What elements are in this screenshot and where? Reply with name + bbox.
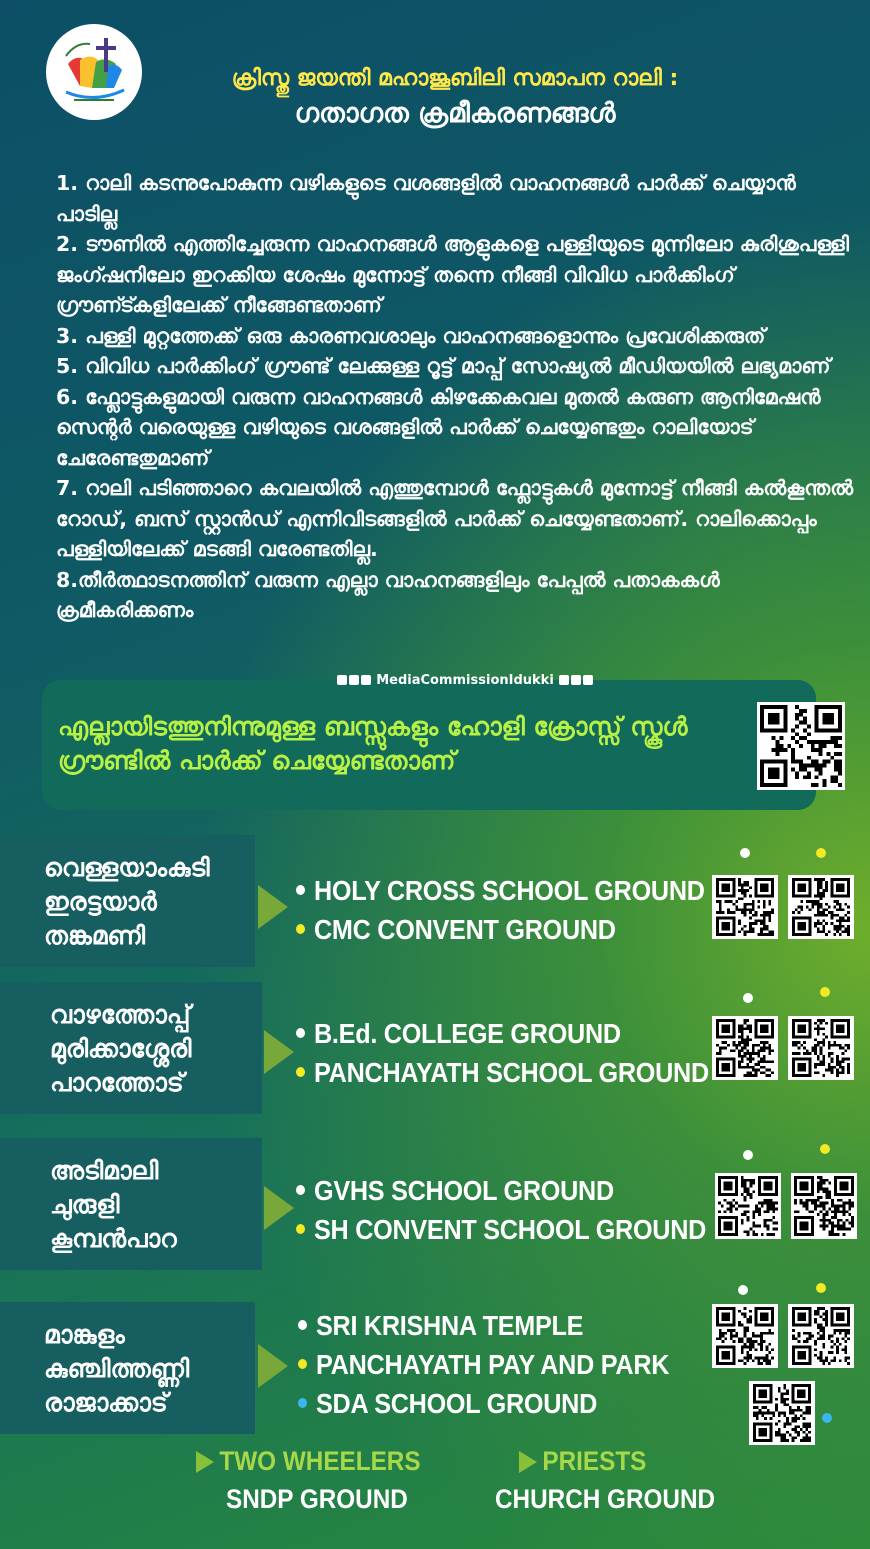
ground-name: HOLY CROSS SCHOOL GROUND [314, 875, 705, 906]
arrow-right-icon [258, 885, 288, 929]
arrow-right-icon [264, 1030, 294, 1074]
youtube-icon [361, 675, 371, 685]
rules-list [56, 168, 856, 626]
threads-icon [559, 675, 569, 685]
origin-place: പാറത്തോട് [50, 1068, 184, 1097]
rule-item: 5. വിവിധ പാർക്കിംഗ് ഗ്രൗണ്ട് ലേക്കുള്ള റൂട്ട് മാപ്പ് സോഷ്യൽ മീഡിയയിൽ ലഭ്യമാണ് [56, 354, 831, 378]
rule-item: 1. റാലി കടന്നുപോകുന്ന വഴികളുടെ വശങ്ങളിൽ വാഹനങ്ങൾ പാർക്ക് ചെയ്യാൻ പാടില്ല [56, 171, 796, 226]
ground-item [296, 1053, 709, 1092]
facebook-icon [337, 675, 347, 685]
rule-item: 8.തീർത്ഥാടനത്തിന് വരുന്ന എല്ലാ വാഹനങ്ങളിലും പേപ്പൽ പതാകകൾ ക്രമീകരിക്കണം [56, 567, 720, 622]
globe-icon [571, 675, 581, 685]
two-wheelers-heading [196, 1446, 421, 1477]
two-wheelers-label: TWO WHEELERS [219, 1446, 421, 1476]
origin-places-box [0, 982, 262, 1114]
origin-place: വെള്ളയാംകുടി [44, 853, 210, 882]
marker-dot-blue [822, 1413, 832, 1423]
bus-parking-text: എല്ലായിടത്തുനിന്നുമുള്ള ബസ്സുകളും ഹോളി ക്രോസ്സ് സ്കൂൾ ഗ്രൗണ്ടിൽ പാർക്ക് ചെയ്യേണ്ടതാണ് [58, 712, 688, 775]
page-subtitle: ഗതാഗത ക്രമീകരണങ്ങൾ [294, 98, 616, 129]
ground-name: CMC CONVENT GROUND [314, 914, 616, 945]
origin-place: മുരിക്കാശ്ശേരി [50, 1034, 192, 1063]
qr-code-icon[interactable] [757, 702, 845, 790]
origin-place: അടിമാലി [50, 1156, 159, 1185]
bullet-icon [296, 1028, 305, 1038]
qr-code-icon[interactable] [712, 875, 778, 939]
bullet-icon [298, 1320, 307, 1330]
bullet-icon [298, 1398, 307, 1408]
ground-name: PANCHAYATH SCHOOL GROUND [314, 1057, 709, 1088]
marker-dot-white [738, 1285, 748, 1295]
marker-dot-yellow [820, 987, 830, 997]
ground-name: SRI KRISHNA TEMPLE [316, 1310, 584, 1341]
origin-place: തങ്കമണി [44, 921, 146, 950]
social-handle-text: MediaCommissionIdukki [376, 673, 554, 688]
instagram-icon [349, 675, 359, 685]
origin-place: രാജാക്കാട് [44, 1388, 168, 1417]
origin-places-box [0, 835, 255, 967]
qr-code-icon[interactable] [715, 1173, 781, 1239]
bullet-icon [296, 1067, 305, 1077]
origin-place: വാഴത്തോപ്പ് [50, 1000, 191, 1029]
bullet-icon [296, 1185, 305, 1195]
origin-place: കുഞ്ചിത്തണ്ണി [44, 1354, 190, 1383]
ground-name: PANCHAYATH PAY AND PARK [316, 1349, 670, 1380]
marker-dot-yellow [816, 848, 826, 858]
parking-grounds [298, 1306, 669, 1423]
qr-code-icon[interactable] [712, 1016, 778, 1080]
rule-item: 2. ടൗണിൽ എത്തിച്ചേരുന്ന വാഹനങ്ങൾ ആളുകളെ പള്ളിയുടെ മുന്നിലോ കുരിശുപള്ളി ജംഗ്ഷനിലോ ഇറക്കിയ ശേഷം മുന്നോട്ട് തന്നെ നീങ്ങി വിവിധ പാർക്കിംഗ് ഗ്രൗണ്ട്കളിലേക്ക് നീങ്ങേണ്ടതാണ് [56, 232, 849, 317]
qr-code-icon[interactable] [749, 1381, 815, 1445]
origin-place: കൂമ്പൻപാറ [50, 1224, 177, 1253]
ground-item [296, 1171, 706, 1210]
marker-dot-yellow [816, 1283, 826, 1293]
arrow-right-icon [258, 1344, 288, 1388]
origin-places-box [0, 1138, 262, 1270]
origin-place: മാങ്കുളം [44, 1320, 125, 1349]
rule-item: 3. പള്ളി മുറ്റത്തേക്ക് ഒരു കാരണവശാലും വാഹനങ്ങളൊന്നും പ്രവേശിക്കരുത് [56, 323, 766, 348]
x-icon [583, 675, 593, 685]
priests-ground: CHURCH GROUND [495, 1484, 716, 1514]
ground-name: GVHS SCHOOL GROUND [314, 1175, 614, 1206]
ground-item [298, 1345, 669, 1384]
parking-grounds [296, 871, 705, 949]
bullet-icon [296, 885, 305, 895]
arrow-right-icon [196, 1451, 214, 1473]
ground-item [296, 1014, 709, 1053]
ground-item [296, 1210, 706, 1249]
qr-code-icon[interactable] [788, 1016, 854, 1080]
qr-code-icon[interactable] [788, 875, 854, 939]
two-wheelers-ground: SNDP GROUND [226, 1484, 408, 1514]
ground-item [298, 1384, 669, 1423]
marker-dot-white [740, 848, 750, 858]
ground-name: SDA SCHOOL GROUND [316, 1388, 598, 1419]
qr-code-icon[interactable] [788, 1304, 854, 1368]
parking-grounds [296, 1014, 709, 1092]
parking-grounds [296, 1171, 706, 1249]
origin-place: ഇരട്ടയാർ [44, 887, 157, 916]
qr-code-icon[interactable] [791, 1173, 857, 1239]
ground-name: B.Ed. COLLEGE GROUND [314, 1018, 621, 1049]
ground-name: SH CONVENT SCHOOL GROUND [314, 1214, 707, 1245]
rule-item: 6. ഫ്ലോട്ടുകളുമായി വരുന്ന വാഹനങ്ങൾ കിഴക്കേകവല മുതൽ കരുണ ആനിമേഷൻ സെന്റർ വരെയുള്ള വഴിയുടെ വശങ്ങളിൽ പാർക്ക് ചെയ്യേണ്ടതും റാലിയോട് ചേരേണ്ടതുമാണ് [56, 384, 821, 470]
arrow-right-icon [264, 1186, 294, 1230]
origin-places-box [0, 1302, 255, 1434]
social-handle[interactable] [300, 673, 630, 688]
page-title: ക്രിസ്തു ജയന്തി മഹാജൂബിലി സമാപന റാലി : [231, 66, 679, 91]
priests-heading [519, 1446, 646, 1477]
ground-item [296, 871, 705, 910]
marker-dot-white [743, 993, 753, 1003]
priests-label: PRIESTS [542, 1446, 647, 1476]
bullet-icon [296, 924, 305, 934]
origin-place: ചുരുളി [50, 1190, 120, 1219]
rule-item: 7. റാലി പടിഞ്ഞാറെ കവലയിൽ എത്തുമ്പോൾ ഫ്ലോട്ടുകൾ മുന്നോട്ട് നീങ്ങി കൽകൂന്തൽ റോഡ്, ബസ് സ്റ്റാൻഡ് എന്നിവിടങ്ങളിൽ പാർക്ക് ചെയ്യേണ്ടതാണ്. റാലിക്കൊപ്പം പള്ളിയിലേക്ക് മടങ്ങി വരേണ്ടതില്ല. [56, 476, 854, 561]
ground-item [298, 1306, 669, 1345]
bullet-icon [298, 1359, 307, 1369]
arrow-right-icon [519, 1451, 537, 1473]
bullet-icon [296, 1224, 305, 1234]
marker-dot-white [743, 1150, 753, 1160]
ground-item [296, 910, 705, 949]
marker-dot-yellow [820, 1144, 830, 1154]
qr-code-icon[interactable] [712, 1304, 778, 1368]
